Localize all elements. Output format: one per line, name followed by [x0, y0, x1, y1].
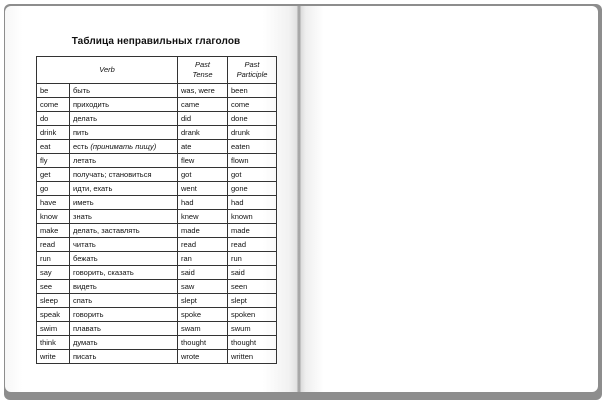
- table-row: [37, 154, 277, 168]
- header-past-participle: [228, 57, 277, 84]
- translation-text: иметь: [73, 197, 94, 207]
- table-row: [37, 140, 277, 154]
- table-row: [37, 238, 277, 252]
- cell-past-tense: thought: [178, 336, 228, 350]
- cell-translation: [70, 182, 178, 196]
- table-row: [37, 308, 277, 322]
- cell-infinitive: write: [37, 350, 70, 364]
- cell-infinitive: have: [37, 196, 70, 210]
- table-row: [37, 168, 277, 182]
- cell-past-tense: said: [178, 266, 228, 280]
- cell-infinitive: read: [37, 238, 70, 252]
- table-row: [37, 182, 277, 196]
- cell-past-participle: done: [228, 112, 277, 126]
- table-row: [37, 224, 277, 238]
- cell-translation: [70, 154, 178, 168]
- cell-translation: [70, 196, 178, 210]
- cell-past-tense: went: [178, 182, 228, 196]
- table-row: [37, 84, 277, 98]
- table-body: [37, 84, 277, 364]
- cell-past-tense: came: [178, 98, 228, 112]
- cell-infinitive: get: [37, 168, 70, 182]
- cell-translation: [70, 168, 178, 182]
- irregular-verbs-table: [36, 56, 277, 364]
- table-row: [37, 322, 277, 336]
- table-row: [37, 350, 277, 364]
- translation-hint: (принимать пищу): [90, 141, 157, 151]
- cell-infinitive: drink: [37, 126, 70, 140]
- cell-past-tense: ate: [178, 140, 228, 154]
- translation-text: пить: [73, 127, 89, 137]
- cell-past-tense: read: [178, 238, 228, 252]
- header-pp-line1: Past: [244, 60, 260, 69]
- right-page: [300, 6, 598, 392]
- table-row: [37, 266, 277, 280]
- translation-text: думать: [73, 337, 98, 347]
- cell-past-tense: swam: [178, 322, 228, 336]
- header-verb: [37, 57, 178, 84]
- cell-past-participle: been: [228, 84, 277, 98]
- cell-past-participle: said: [228, 266, 277, 280]
- cell-past-participle: slept: [228, 294, 277, 308]
- cell-past-participle: drunk: [228, 126, 277, 140]
- cell-past-participle: spoken: [228, 308, 277, 322]
- cell-infinitive: go: [37, 182, 70, 196]
- table-row: [37, 294, 277, 308]
- translation-text: спать: [73, 295, 93, 305]
- table-row: [37, 210, 277, 224]
- translation-text: читать: [73, 239, 96, 249]
- cell-infinitive: think: [37, 336, 70, 350]
- cell-translation: [70, 336, 178, 350]
- cell-translation: [70, 224, 178, 238]
- cell-infinitive: know: [37, 210, 70, 224]
- header-pp-line2: Participle: [236, 70, 268, 79]
- translation-text: есть: [73, 141, 89, 151]
- translation-text: писать: [73, 351, 97, 361]
- page-title: Таблица неправильных глаголов: [71, 36, 241, 47]
- cell-past-tense: flew: [178, 154, 228, 168]
- cell-infinitive: sleep: [37, 294, 70, 308]
- cell-translation: [70, 266, 178, 280]
- cell-translation: [70, 238, 178, 252]
- cell-past-tense: wrote: [178, 350, 228, 364]
- translation-text: приходить: [73, 99, 110, 109]
- cell-translation: [70, 140, 178, 154]
- table-row: [37, 280, 277, 294]
- header-past-line1: Past: [195, 60, 211, 69]
- translation-text: видеть: [73, 281, 97, 291]
- translation-text: говорить, сказать: [73, 267, 134, 277]
- cell-translation: [70, 350, 178, 364]
- cell-translation: [70, 322, 178, 336]
- cell-translation: [70, 280, 178, 294]
- cell-past-participle: gone: [228, 182, 277, 196]
- cell-past-tense: drank: [178, 126, 228, 140]
- table-row: [37, 126, 277, 140]
- cell-infinitive: do: [37, 112, 70, 126]
- table-row: [37, 196, 277, 210]
- cell-past-participle: run: [228, 252, 277, 266]
- cell-past-tense: got: [178, 168, 228, 182]
- cell-past-tense: was, were: [178, 84, 228, 98]
- cell-infinitive: make: [37, 224, 70, 238]
- cell-infinitive: say: [37, 266, 70, 280]
- cell-translation: [70, 84, 178, 98]
- cell-translation: [70, 126, 178, 140]
- translation-text: плавать: [73, 323, 101, 333]
- header-verb-label: Verb: [99, 65, 115, 74]
- cell-past-participle: come: [228, 98, 277, 112]
- cell-past-participle: swum: [228, 322, 277, 336]
- table-row: [37, 112, 277, 126]
- cell-past-participle: known: [228, 210, 277, 224]
- cell-infinitive: eat: [37, 140, 70, 154]
- cell-translation: [70, 210, 178, 224]
- translation-text: знать: [73, 211, 92, 221]
- cell-infinitive: swim: [37, 322, 70, 336]
- cell-past-participle: eaten: [228, 140, 277, 154]
- cell-past-participle: had: [228, 196, 277, 210]
- cell-infinitive: run: [37, 252, 70, 266]
- cell-infinitive: fly: [37, 154, 70, 168]
- cell-infinitive: see: [37, 280, 70, 294]
- table-row: [37, 252, 277, 266]
- cell-past-tense: ran: [178, 252, 228, 266]
- translation-text: бежать: [73, 253, 98, 263]
- cell-translation: [70, 98, 178, 112]
- table-header-row: [37, 57, 277, 84]
- cell-translation: [70, 308, 178, 322]
- cell-past-participle: made: [228, 224, 277, 238]
- cell-past-tense: had: [178, 196, 228, 210]
- translation-text: быть: [73, 85, 91, 95]
- translation-text: идти, ехать: [73, 183, 113, 193]
- table-row: [37, 336, 277, 350]
- cell-past-tense: saw: [178, 280, 228, 294]
- table-row: [37, 98, 277, 112]
- cell-past-participle: flown: [228, 154, 277, 168]
- header-past-line2: Tense: [192, 70, 213, 79]
- cell-past-participle: read: [228, 238, 277, 252]
- cell-past-tense: made: [178, 224, 228, 238]
- cell-translation: [70, 252, 178, 266]
- cell-past-participle: written: [228, 350, 277, 364]
- translation-text: делать: [73, 113, 98, 123]
- translation-text: летать: [73, 155, 96, 165]
- cell-past-participle: got: [228, 168, 277, 182]
- cell-infinitive: be: [37, 84, 70, 98]
- cell-past-tense: did: [178, 112, 228, 126]
- translation-text: делать, заставлять: [73, 225, 140, 235]
- translation-text: получать; становиться: [73, 169, 152, 179]
- translation-text: говорить: [73, 309, 104, 319]
- cell-past-tense: knew: [178, 210, 228, 224]
- cell-past-tense: spoke: [178, 308, 228, 322]
- cell-past-tense: slept: [178, 294, 228, 308]
- header-past-tense: [178, 57, 228, 84]
- cell-past-participle: thought: [228, 336, 277, 350]
- cell-past-participle: seen: [228, 280, 277, 294]
- cell-infinitive: speak: [37, 308, 70, 322]
- notebook-spine: [297, 6, 301, 392]
- cell-translation: [70, 294, 178, 308]
- cell-infinitive: come: [37, 98, 70, 112]
- cell-translation: [70, 112, 178, 126]
